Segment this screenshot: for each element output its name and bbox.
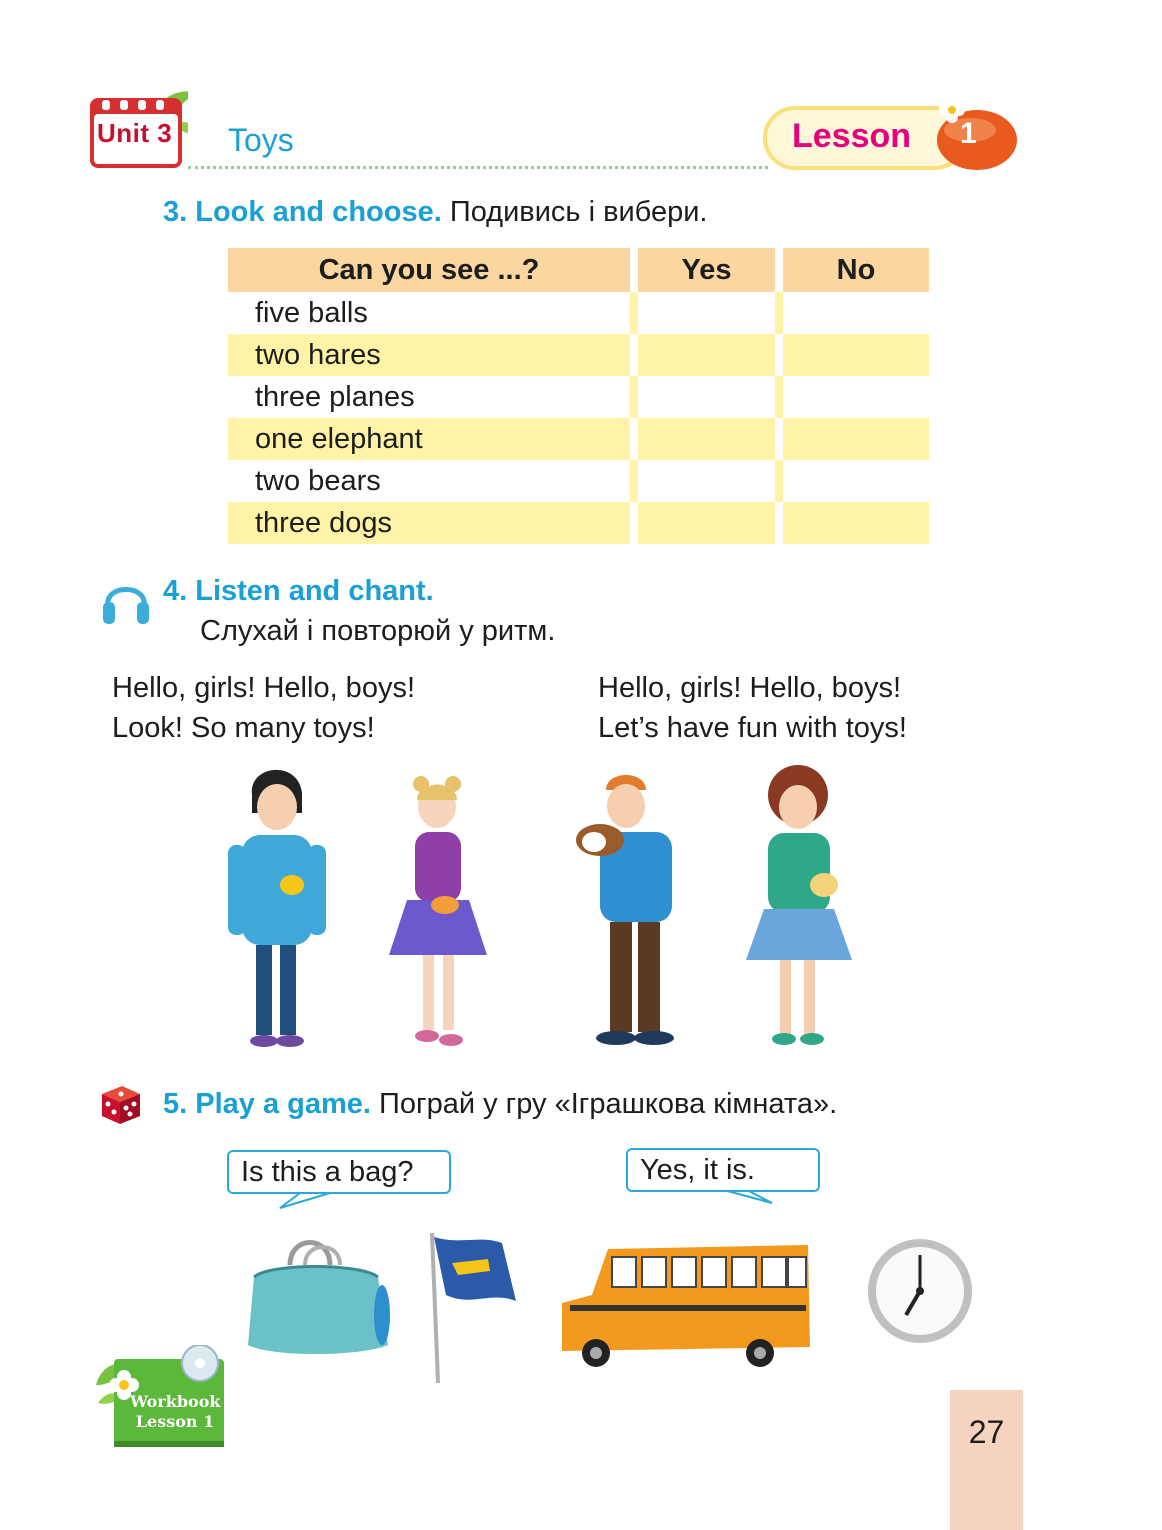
table-row <box>228 418 929 460</box>
headphones-icon <box>100 572 152 628</box>
row-label: five balls <box>228 292 630 334</box>
task-3-instruction: Подивись і вибери. <box>449 196 708 228</box>
unit-title: Toys <box>228 122 294 158</box>
no-cell[interactable] <box>783 460 929 502</box>
task-5-heading <box>163 1088 837 1121</box>
table-row <box>228 376 929 418</box>
task-3-heading <box>163 196 707 229</box>
clock-image <box>868 1239 972 1343</box>
children-illustration <box>200 765 880 1065</box>
no-cell[interactable] <box>783 502 929 544</box>
chant-line: Look! So many toys! <box>112 712 375 744</box>
chant-line: Hello, girls! Hello, boys! <box>112 672 415 704</box>
task-4-heading <box>163 575 434 608</box>
speech-bubble-answer: Yes, it is. <box>626 1148 820 1192</box>
unit-label: Unit 3 <box>97 118 173 148</box>
page-number-tab <box>950 1390 1023 1530</box>
workbook-line: Lesson 1 <box>135 1412 215 1431</box>
table-row <box>228 460 929 502</box>
table-header-row <box>228 248 929 292</box>
column-header-yes: Yes <box>638 248 775 292</box>
chant-line: Let’s have fun with toys! <box>598 712 907 744</box>
table-row <box>228 292 929 334</box>
task-4-instruction: Слухай і повторюй у ритм. <box>200 615 556 647</box>
row-label: two hares <box>228 334 630 376</box>
lesson-number: 1 <box>960 117 977 150</box>
speech-bubble-question: Is this a bag? <box>227 1150 451 1194</box>
chant-left <box>112 668 415 748</box>
boy-with-dog <box>576 775 674 1045</box>
row-label: three planes <box>228 376 630 418</box>
table-row <box>228 334 929 376</box>
yes-cell[interactable] <box>638 334 775 376</box>
flag-image <box>432 1233 516 1383</box>
task-4-title: 4. Listen and chant. <box>163 575 434 607</box>
no-cell[interactable] <box>783 376 929 418</box>
workbook-line: Workbook <box>130 1392 221 1411</box>
no-cell[interactable] <box>783 418 929 460</box>
yes-cell[interactable] <box>638 502 775 544</box>
dice-icon <box>96 1080 144 1128</box>
no-cell[interactable] <box>783 292 929 334</box>
yes-cell[interactable] <box>638 418 775 460</box>
row-label: two bears <box>228 460 630 502</box>
task-5-instruction: Пограй у гру «Іграшкова кімната». <box>379 1088 838 1120</box>
column-header-question: Can you see ...? <box>228 248 630 292</box>
header-divider <box>188 166 768 169</box>
no-cell[interactable] <box>783 334 929 376</box>
table-row <box>228 502 929 544</box>
girl-with-hen <box>746 765 852 1045</box>
chant-right <box>598 668 907 748</box>
task-5-title: 5. Play a game. <box>163 1088 371 1120</box>
yes-cell[interactable] <box>638 292 775 334</box>
page-number: 27 <box>968 1414 1005 1450</box>
girl-with-duck <box>228 770 326 1047</box>
school-bus-image <box>562 1245 810 1367</box>
workbook-label <box>130 1392 220 1432</box>
column-header-no: No <box>783 248 929 292</box>
chant-line: Hello, girls! Hello, boys! <box>598 672 901 704</box>
row-label: three dogs <box>228 502 630 544</box>
game-objects <box>240 1225 980 1390</box>
task-3-title: 3. Look and choose. <box>163 196 442 228</box>
bag-image <box>248 1243 390 1355</box>
yes-cell[interactable] <box>638 376 775 418</box>
girl-with-cat <box>389 776 487 1046</box>
lesson-label: Lesson <box>792 117 912 155</box>
check-table <box>228 248 929 544</box>
yes-cell[interactable] <box>638 460 775 502</box>
row-label: one elephant <box>228 418 630 460</box>
